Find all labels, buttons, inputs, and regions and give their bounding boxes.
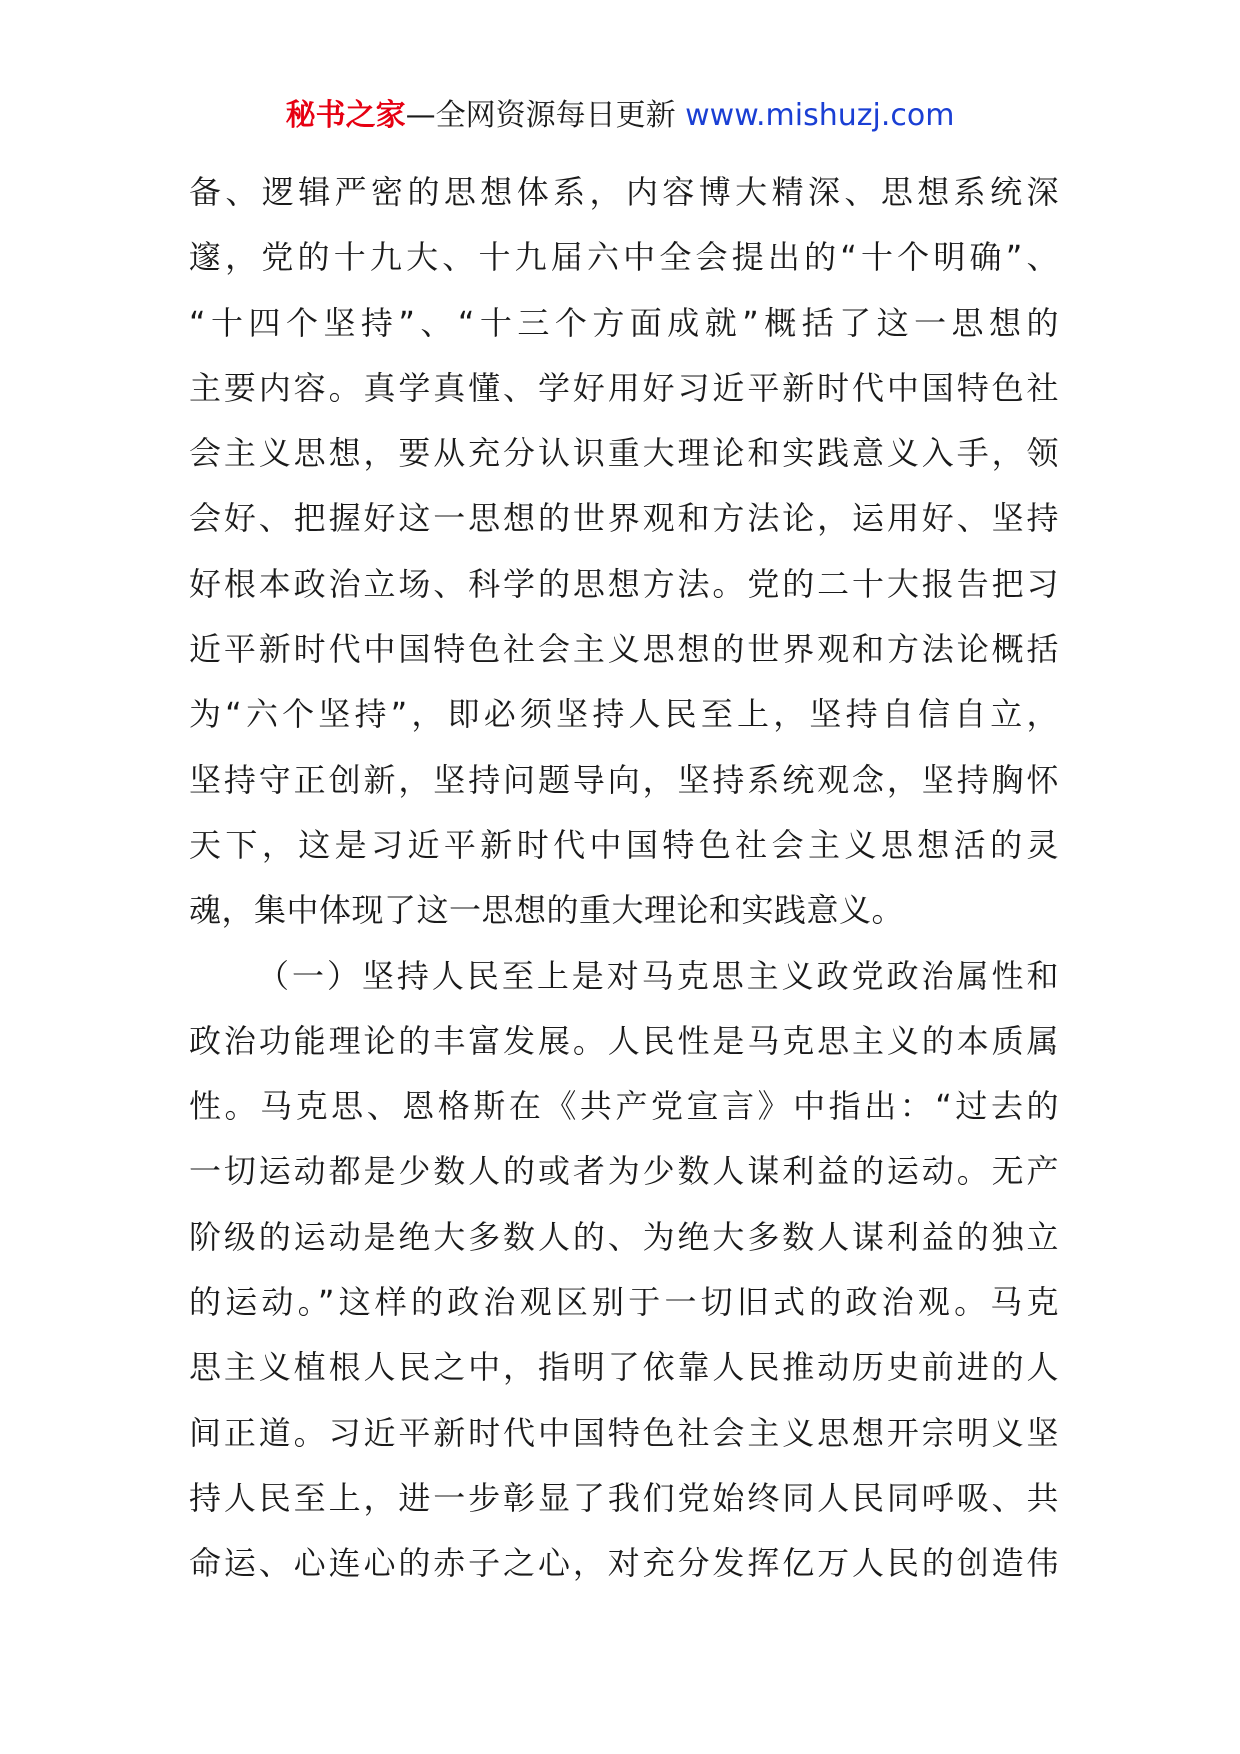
body-text: [189, 160, 1059, 1597]
text-line: 会好、把握好这一思想的世界观和方法论，运用好、坚持: [189, 499, 1059, 538]
text-line: 的运动。”这样的政治观区别于一切旧式的政治观。马克: [189, 1283, 1059, 1322]
paragraph-end-line: 魂，集中体现了这一思想的重大理论和实践意义。: [189, 891, 905, 930]
header-slogan: —全网资源每日更新: [405, 98, 676, 133]
page-header: [0, 98, 1240, 134]
text-line: 邃，党的十九大、十九届六中全会提出的“十个明确”、: [189, 238, 1059, 277]
text-line: “十四个坚持”、“十三个方面成就”概括了这一思想的: [189, 303, 1059, 342]
text-line: 持人民至上，进一步彰显了我们党始终同人民同呼吸、共: [189, 1478, 1059, 1517]
text-line: 思主义植根人民之中，指明了依靠人民推动历史前进的人: [189, 1348, 1059, 1387]
text-line: 好根本政治立场、科学的思想方法。党的二十大报告把习: [189, 564, 1059, 603]
text-line: 会主义思想，要从充分认识重大理论和实践意义入手，领: [189, 434, 1059, 473]
text-line: 主要内容。真学真懂、学好用好习近平新时代中国特色社: [189, 368, 1059, 407]
text-line: 政治功能理论的丰富发展。人民性是马克思主义的本质属: [189, 1021, 1059, 1060]
text-line: 天下，这是习近平新时代中国特色社会主义思想活的灵: [189, 825, 1059, 864]
text-line: 一切运动都是少数人的或者为少数人谋利益的运动。无产: [189, 1152, 1059, 1191]
text-line: 性。马克思、恩格斯在《共产党宣言》中指出：“过去的: [189, 1087, 1059, 1126]
text-line: 为“六个坚持”，即必须坚持人民至上，坚持自信自立，: [189, 695, 1059, 734]
text-line: 近平新时代中国特色社会主义思想的世界观和方法论概括: [189, 630, 1059, 669]
header-brand: 秘书之家: [285, 98, 406, 133]
text-line: 备、逻辑严密的思想体系，内容博大精深、思想系统深: [189, 173, 1059, 211]
text-line: 间正道。习近平新时代中国特色社会主义思想开宗明义坚: [189, 1413, 1059, 1452]
text-line: 阶级的运动是绝大多数人的、为绝大多数人谋利益的独立: [189, 1217, 1059, 1256]
text-line: 坚持守正创新，坚持问题导向，坚持系统观念，坚持胸怀: [189, 760, 1059, 799]
header-url-link[interactable]: www.mishuzj.com: [685, 98, 955, 133]
section-heading-line: （一）坚持人民至上是对马克思主义政党政治属性和: [257, 956, 1059, 995]
text-line: 命运、心连心的赤子之心，对充分发挥亿万人民的创造伟: [189, 1544, 1059, 1583]
